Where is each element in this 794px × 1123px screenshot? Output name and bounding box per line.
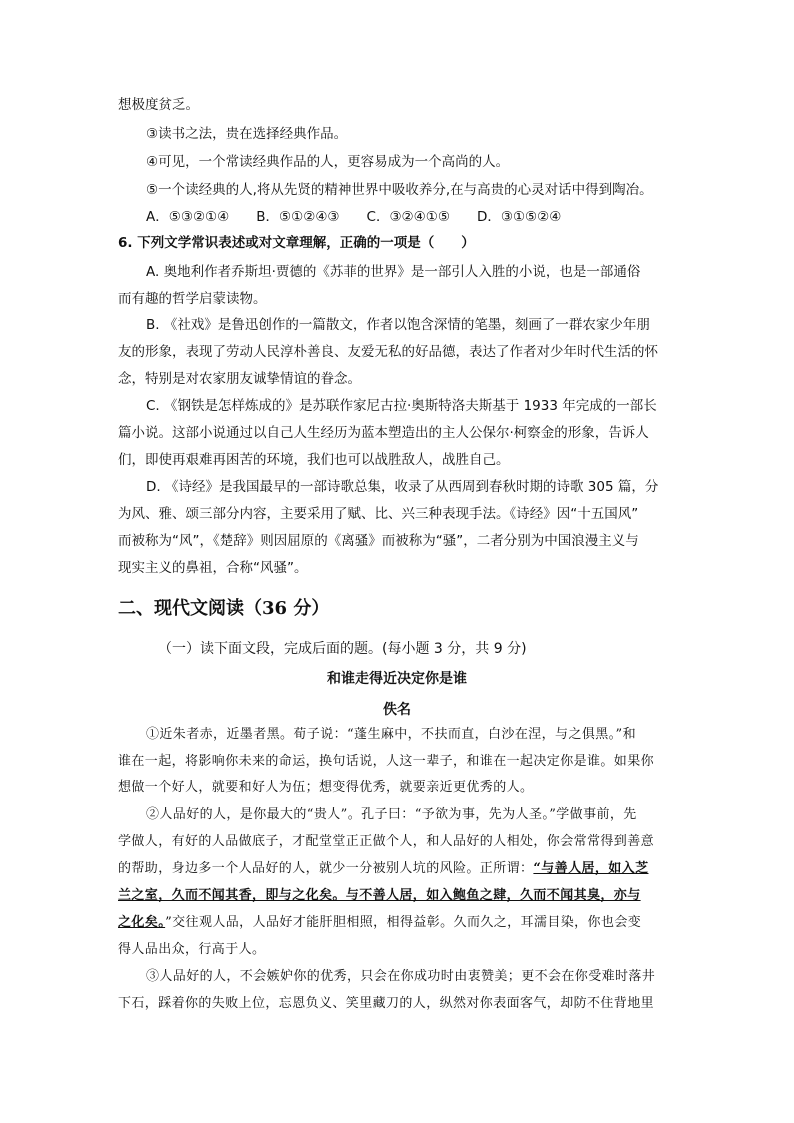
quote-underlined: “与善人居，如入芝 (533, 861, 649, 876)
paragraph-2-line (118, 914, 678, 932)
q6-option-d: D. 《诗经》是我国最早的一部诗歌总集，收录了从西周到春秋时期的诗歌 305 篇，分 (146, 479, 659, 495)
q6-option-b: B. 《社戏》是鲁迅创作的一篇散文，作者以饱含深情的笔墨，刻画了一群农家少年朋 (146, 317, 650, 333)
paragraph-1-line: ①近朱者赤，近墨者黑。荀子说：“蓬生麻中，不扶而直，白沙在涅，与之俱黑。”和 (146, 727, 636, 742)
article-author: 佚名 (383, 702, 411, 718)
paragraph-2-text: ”交往观人品，人品好才能肝胆相照，相得益彰。久而久之，耳濡目染，你也会变 (165, 915, 642, 930)
paragraph-2-line (118, 860, 678, 878)
paragraph-2-line: 学做人，有好的人品做底子，才配堂堂正正做个人，和人品好的人相处，你会常常得到善意 (118, 834, 655, 849)
q6-option-a: A. 奥地利作者乔斯坦·贾德的《苏菲的世界》是一部引人入胜的小说，也是一部通俗 (146, 264, 641, 280)
q6-option-d-cont: 而被称为“风”，《楚辞》则因屈原的《离骚》而被称为“骚”，二者分别为中国浪漫主义与 (118, 533, 639, 549)
paragraph-1-line: 想做一个好人，就要和好人为伍；想变得优秀，就要亲近更优秀的人。 (118, 780, 534, 795)
q6-option-d-cont: 现实主义的鼻祖，合称“风骚”。 (118, 560, 308, 576)
paragraph-3-line: 下石，踩着你的失败上位，忘恩负义、笑里藏刀的人，纵然对你表面客气，却防不住背地里 (118, 996, 655, 1011)
quote-underlined-line: 兰之室，久而不闻其香，即与之化矣。与不善人居，如入鲍鱼之肆，久而不闻其臭，亦与 (118, 888, 641, 903)
q6-option-a-cont: 而有趣的哲学启蒙读物。 (118, 291, 267, 307)
q6-option-b-cont: 友的形象，表现了劳动人民淳朴善良、友爱无私的好品德，表达了作者对少年时代生活的怀 (118, 344, 658, 360)
option-3: ③读书之法，贵在选择经典作品。 (146, 126, 348, 142)
q6-option-c-cont: 篇小说。这部小说通过以自己人生经历为蓝本塑造出的主人公保尔·柯察金的形象，告诉人 (118, 425, 649, 441)
question-6-stem: 6. 下列文学常识表述或对文章理解，正确的一项是（ ） (118, 235, 475, 251)
quote-underlined: 之化矣。 (118, 915, 166, 930)
option-5: ⑤一个读经典的人,将从先贤的精神世界中吸收养分,在与高贵的心灵对话中得到陶冶。 (146, 182, 653, 198)
section-heading: 二、现代文阅读（36 分） (118, 598, 330, 619)
text-line: 想极度贫乏。 (118, 97, 199, 113)
paragraph-2-line: ②人品好的人，是你最大的“贵人”。孔子曰：“予欲为事，先为人圣。”学做事前，先 (146, 807, 637, 822)
paragraph-2-text: 的帮助，身边多一个人品好的人，就少一分被别人坑的风险。正所谓： (118, 861, 534, 876)
paragraph-3-line: ③人品好的人，不会嫉妒你的优秀，只会在你成功时由衷赞美；更不会在你受难时落井 (146, 969, 656, 984)
option-4: ④可见，一个常读经典作品的人，更容易成为一个高尚的人。 (146, 154, 510, 170)
article-title: 和谁走得近决定你是谁 (327, 671, 467, 687)
q6-option-d-cont: 为风、雅、颂三部分内容，主要采用了赋、比、兴三种表现手法。《诗经》因“十五国风” (118, 506, 639, 522)
q6-option-b-cont: 念，特别是对农家朋友诚挚情谊的眷念。 (118, 371, 361, 387)
answer-choices: A．⑤③②①④ B．⑤①②④③ C．③②④①⑤ D．③①⑤②④ (146, 209, 562, 225)
paragraph-1-line: 谁在一起，将影响你未来的命运，换句话说，人这一辈子，和谁在一起决定你是谁。如果你 (118, 754, 655, 769)
paragraph-2-line: 得人品出众，行高于人。 (118, 942, 266, 957)
section-subheading: （一）读下面文段，完成后面的题。(每小题 3 分，共 9 分) (158, 641, 527, 657)
q6-option-c: C. 《钢铁是怎样炼成的》是苏联作家尼古拉·奥斯特洛夫斯基于 1933 年完成的一部长 (146, 398, 657, 414)
q6-option-c-cont: 们，即使再艰难再困苦的环境，我们也可以战胜敌人，战胜自己。 (118, 452, 510, 468)
